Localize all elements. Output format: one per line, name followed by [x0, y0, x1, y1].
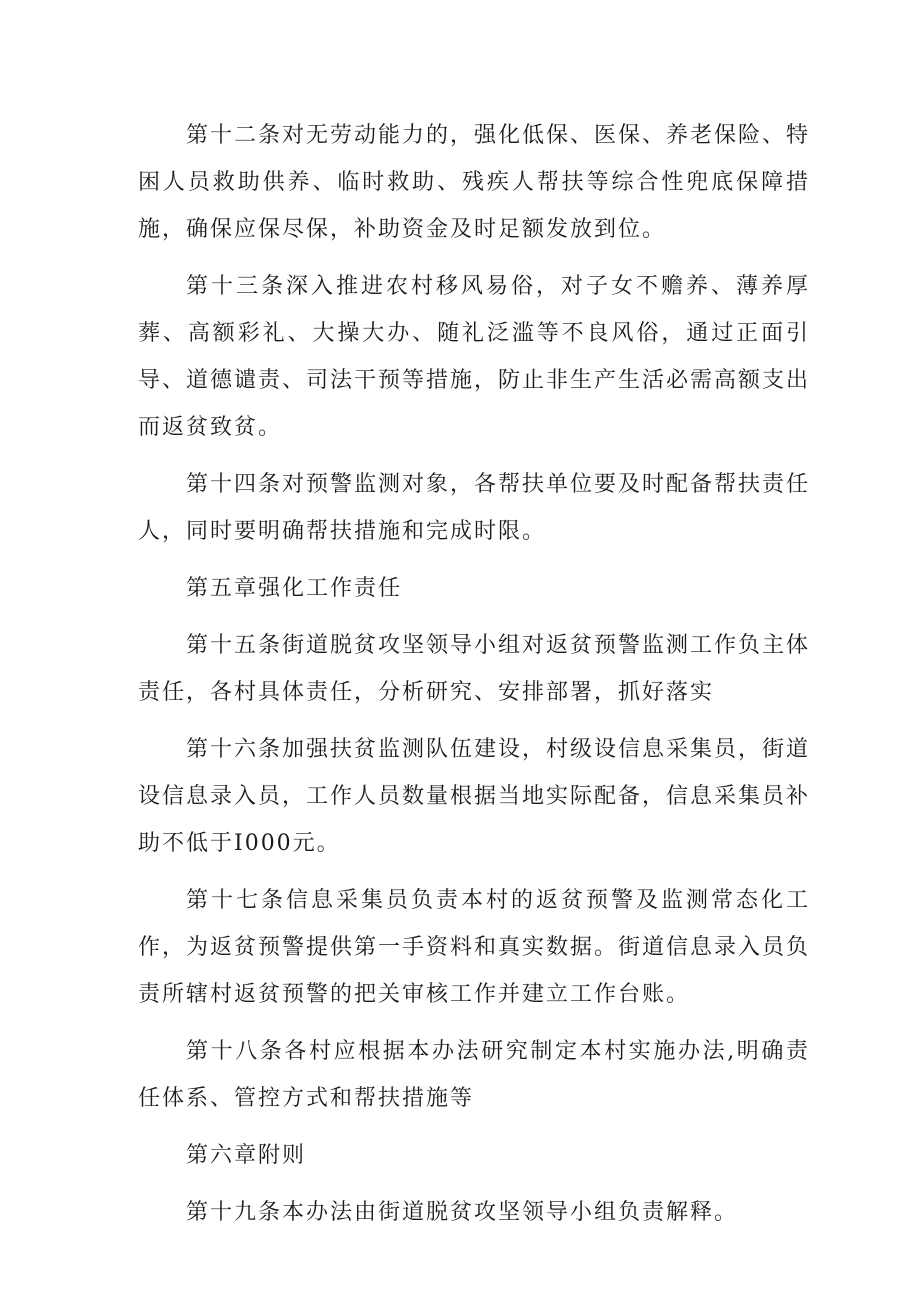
chapter-5-heading: 第五章强化工作责任: [186, 576, 403, 601]
article-14-paragraph: 第十四条对预警监测对象，各帮扶单位要及时配备帮扶责任人，同时要明确帮扶措施和完成时限。: [138, 472, 811, 544]
article-13-paragraph: 第十三条深入推进农村移风易俗，对子女不赡养、薄养厚葬、高额彩礼、大操大办、随礼泛滥等不良风俗，通过正面引导、道德谴责、司法干预等措施，防止非生产生活必需高额支出而返贫致贫。: [138, 274, 811, 440]
document-body: [138, 112, 810, 1246]
article-15-paragraph: 第十五条街道脱贫攻坚领导小组对返贫预警监测工作负主体责任，各村具体责任，分析研究、安排部署，抓好落实: [138, 633, 811, 705]
article-18-paragraph: 第十八条各村应根据本办法研究制定本村实施办法,明确责任体系、管控方式和帮扶措施等: [138, 1039, 810, 1111]
article-12-paragraph: 第十二条对无劳动能力的，强化低保、医保、养老保险、特困人员救助供养、临时救助、残疾人帮扶等综合性兜底保障措施，确保应保尽保，补助资金及时足额发放到位。: [138, 123, 811, 242]
article-19-paragraph: 第十九条本办法由街道脱贫攻坚领导小组负责解释。: [186, 1200, 739, 1225]
chapter-6-heading: 第六章附则: [186, 1143, 307, 1168]
article-16-paragraph: 第十六条加强扶贫监测队伍建设，村级设信息采集员，街道设信息录入员，工作人员数量根据当地实际配备，信息采集员补助不低于I000元。: [138, 737, 811, 856]
article-17-paragraph: 第十七条信息采集员负责本村的返贫预警及监测常态化工作，为返贫预警提供第一手资料和真实数据。街道信息录入员负责所辖村返贫预警的把关审核工作并建立工作台账。: [138, 888, 811, 1007]
